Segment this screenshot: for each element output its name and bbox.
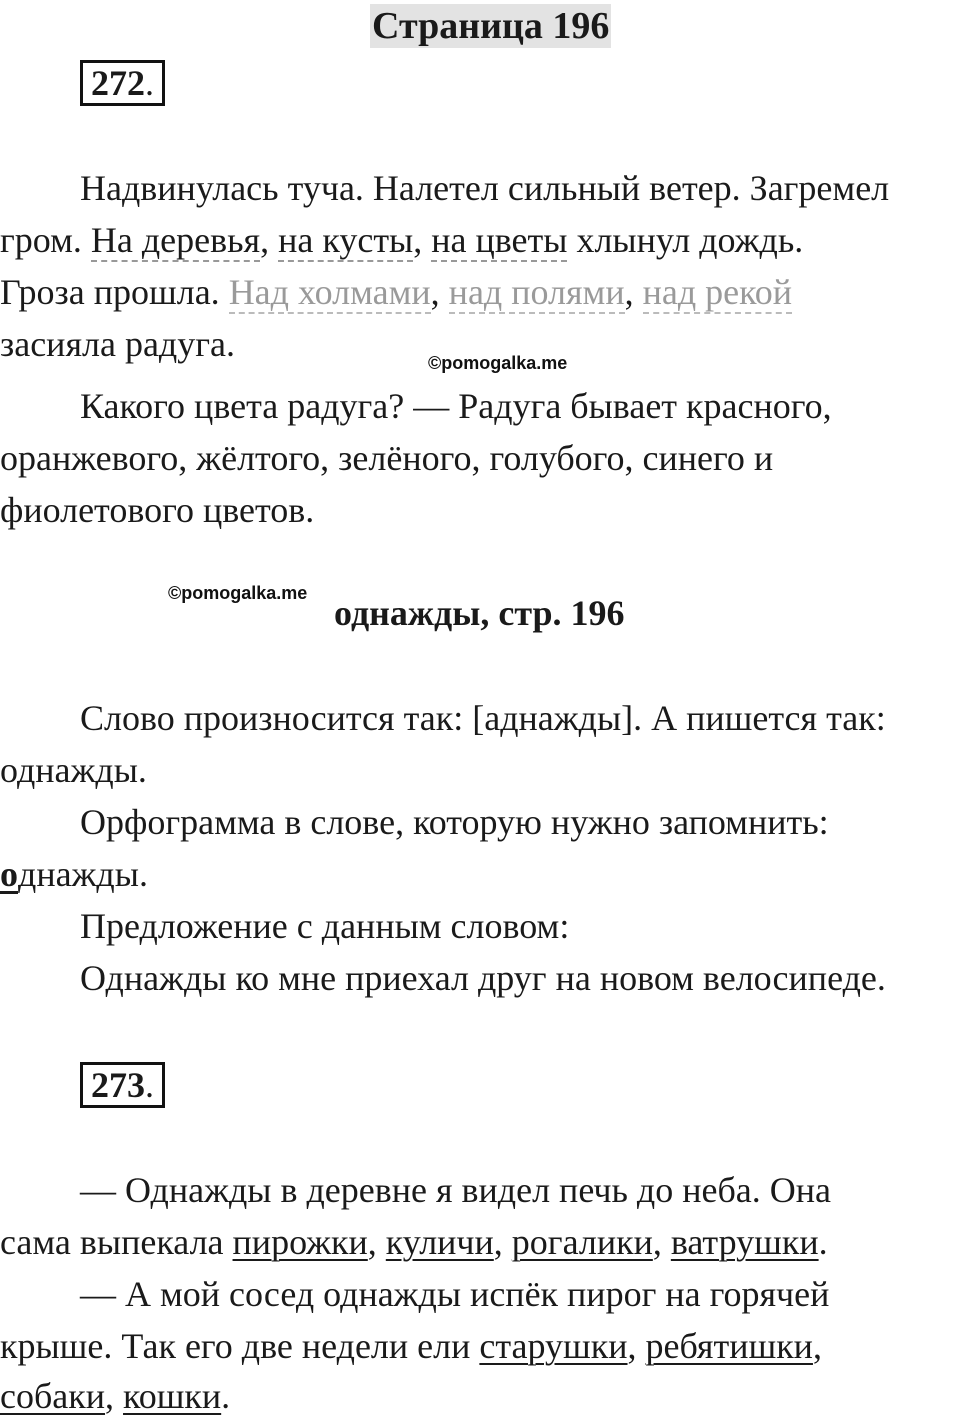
dashed-word: на цветы bbox=[431, 220, 568, 260]
underlined-word: куличи bbox=[385, 1222, 494, 1262]
ex272-line-5: Какого цвета радуга? — Радуга бывает красного, bbox=[80, 386, 832, 426]
ex272-line-7: фиолетового цветов. bbox=[0, 490, 315, 530]
vocab-line-1: Слово произносится так: [аднажды]. А пишется так: bbox=[80, 698, 886, 738]
comma: , bbox=[624, 272, 643, 312]
dashed-word: На деревья bbox=[90, 220, 261, 260]
ex272-line-3 bbox=[0, 266, 792, 318]
exercise-number-dot: . bbox=[145, 63, 154, 103]
period: . bbox=[818, 1222, 828, 1262]
comma: , bbox=[652, 1222, 671, 1262]
vocab-line-4 bbox=[0, 848, 148, 900]
dashed-word-gray: над рекой bbox=[642, 272, 793, 312]
underlined-word: собаки bbox=[0, 1376, 106, 1416]
underlined-word: старушки bbox=[479, 1326, 628, 1366]
text-run: сама выпекала bbox=[0, 1222, 233, 1262]
ex273-line-4 bbox=[0, 1320, 822, 1372]
ex272-line-6: оранжевого, жёлтого, зелёного, голубого, синего и bbox=[0, 438, 774, 478]
dashed-word: на кусты bbox=[278, 220, 414, 260]
vocab-heading: однажды, стр. 196 bbox=[334, 593, 625, 633]
underlined-word: кошки bbox=[123, 1376, 222, 1416]
ex272-line-1: Надвинулась туча. Налетел сильный ветер. Загремел bbox=[80, 168, 890, 208]
period: . bbox=[221, 1376, 231, 1416]
comma: , bbox=[413, 220, 432, 260]
exercise-number-272 bbox=[80, 60, 165, 106]
ex273-line-1: — Однажды в деревне я видел печь до неба. Она bbox=[80, 1170, 832, 1210]
comma: , bbox=[493, 1222, 512, 1262]
comma: , bbox=[260, 220, 279, 260]
dashed-word-gray: над полями bbox=[448, 272, 625, 312]
vocab-line-5: Предложение с данным словом: bbox=[80, 906, 570, 946]
comma: , bbox=[105, 1376, 124, 1416]
underlined-word: ватрушки bbox=[670, 1222, 819, 1262]
comma: , bbox=[812, 1326, 822, 1366]
page-title: Страница 196 bbox=[372, 5, 610, 47]
underlined-word: ребятишки bbox=[645, 1326, 813, 1366]
exercise-number-value: 273 bbox=[91, 1065, 145, 1105]
exercise-number-dot: . bbox=[145, 1065, 154, 1105]
ex272-line-4: засияла радуга. bbox=[0, 324, 235, 364]
vocab-line-6: Однажды ко мне приехал друг на новом велосипеде. bbox=[80, 958, 886, 998]
text-run: гром. bbox=[0, 220, 91, 260]
vocab-line-3: Орфограмма в слове, которую нужно запомнить: bbox=[80, 802, 829, 842]
exercise-number-273 bbox=[80, 1062, 165, 1108]
vocab-line-2: однажды. bbox=[0, 750, 147, 790]
text-run: крыше. Так его две недели ели bbox=[0, 1326, 480, 1366]
underlined-word: пирожки bbox=[232, 1222, 368, 1262]
watermark: ©pomogalka.me bbox=[428, 353, 568, 373]
ex272-line-2 bbox=[0, 214, 803, 266]
text-run: хлынул дождь. bbox=[567, 220, 804, 260]
orthogram-letter: о bbox=[0, 854, 18, 894]
comma: , bbox=[367, 1222, 386, 1262]
ex273-line-5 bbox=[0, 1370, 230, 1422]
text-run: днажды. bbox=[18, 854, 148, 894]
exercise-number-value: 272 bbox=[91, 63, 145, 103]
ex273-line-3: — А мой сосед однажды испёк пирог на горячей bbox=[80, 1274, 830, 1314]
ex273-line-2 bbox=[0, 1216, 828, 1268]
comma: , bbox=[430, 272, 449, 312]
text-run: Гроза прошла. bbox=[0, 272, 229, 312]
underlined-word: рогалики bbox=[511, 1222, 653, 1262]
comma: , bbox=[627, 1326, 646, 1366]
dashed-word-gray: Над холмами bbox=[228, 272, 431, 312]
watermark: ©pomogalka.me bbox=[168, 583, 308, 603]
